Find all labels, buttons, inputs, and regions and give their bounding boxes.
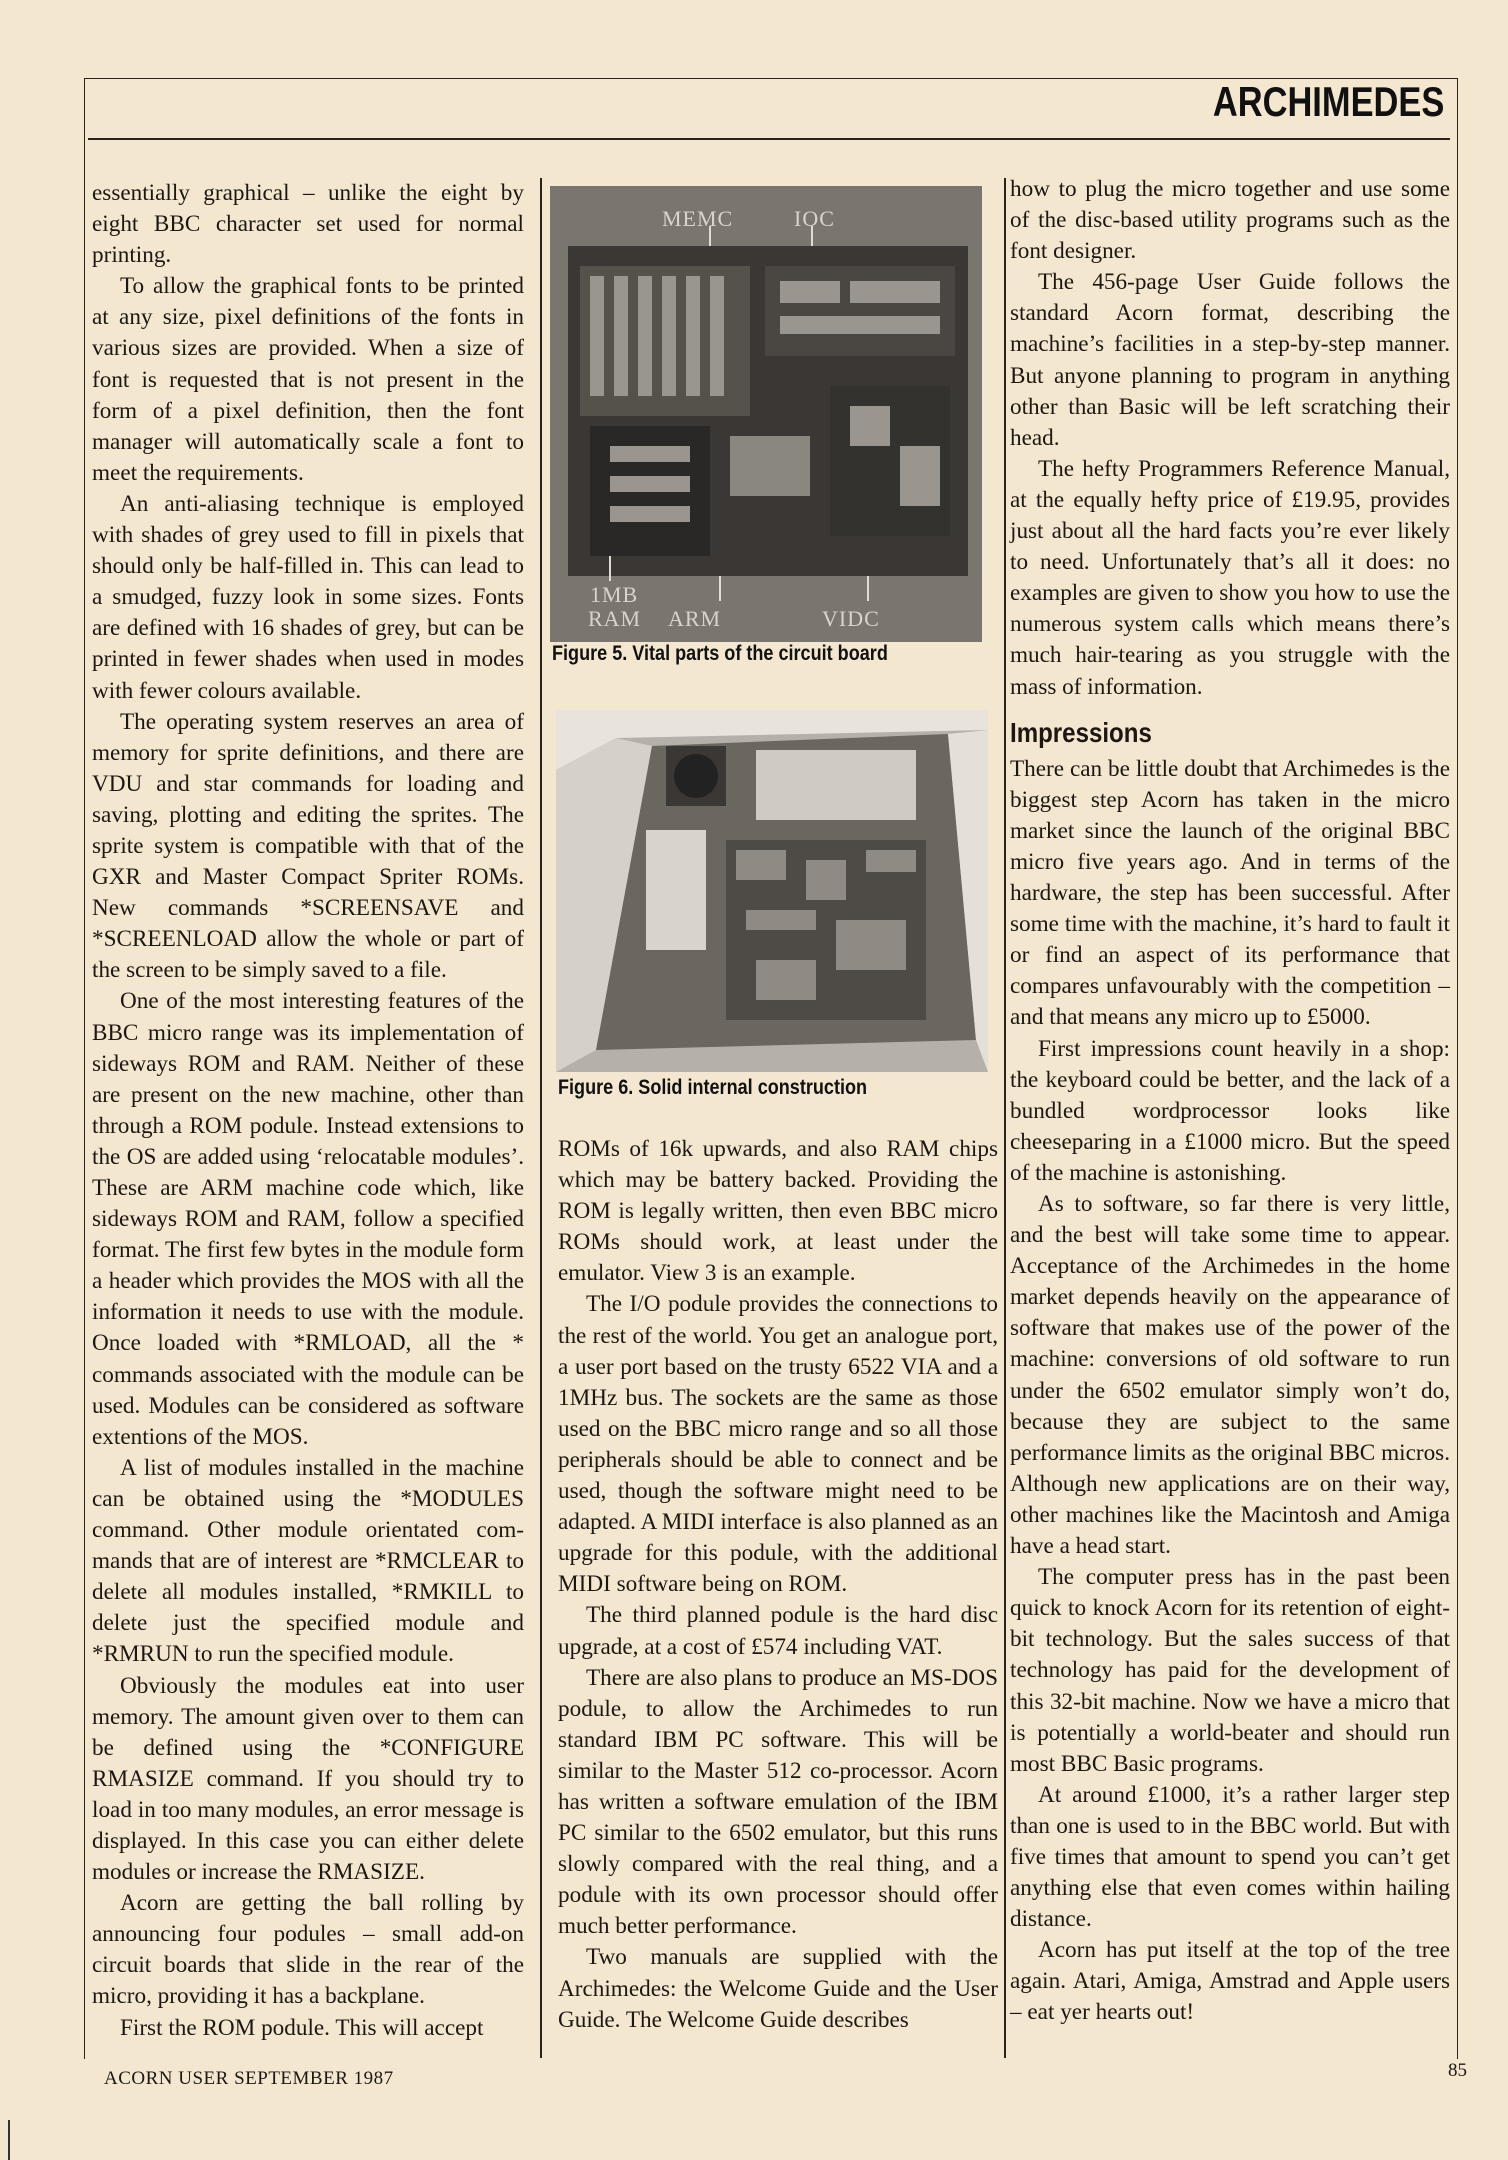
label-ioc: IOC	[794, 206, 835, 231]
header-rule	[88, 138, 1450, 140]
paragraph: Two manuals are supplied with the Archimedes: the Welcome Guide and the User Guide. The Welcome Guide describes	[558, 1944, 998, 2033]
section-title: ARCHIMEDES	[1212, 78, 1444, 125]
label-vidc: VIDC	[822, 606, 880, 631]
margin-mark	[8, 2120, 10, 2160]
paragraph: how to plug the micro together and use some of the disc-based utility programs such as the font designer.	[1010, 176, 1450, 265]
paragraph: Acorn has put itself at the top of the tree again. Atari, Amiga, Amstrad and Apple users – eat yer hearts out!	[1010, 1937, 1450, 2026]
paragraph: An anti-aliasing technique is employed with shades of grey used to fill in pixels that should only be half-filled in. This can lead to a smudged, fuzzy look in some sizes. Fonts are defined with 16 shades of grey, but can be printed in fewer shades when used in modes with fewer colours available.	[92, 490, 524, 704]
paragraph: As to software, so far there is very little, and the best will take some time to appear. Acceptance of the Archimedes in the home market depends heavily on the appearance of software that makes use of the power of the machine: conversions of old software to run under the 6502 emulator simply won’t do, because they are subject to the same performance limits as the original BBC micros. Although new applications are on their way, other machines like the Macintosh and Amiga have a head start.	[1010, 1191, 1450, 1560]
figure-5-caption: Figure 5. Vital parts of the circuit board	[552, 642, 888, 665]
paragraph: First the ROM podule. This will accept	[120, 2014, 484, 2041]
paragraph: At around £1000, it’s a rather larger step than one is used to in the BBC world. But with five times that amount to spend you can’t get anything else that even comes within hailing distance.	[1010, 1781, 1450, 1933]
publication-footer: ACORN USER SEPTEMBER 1987	[104, 2068, 394, 2089]
label-1mb: 1MB	[590, 582, 639, 607]
page-number: 85	[1448, 2060, 1467, 2081]
label-memc: MEMC	[662, 206, 734, 231]
column-rule	[540, 178, 542, 2058]
column-2	[558, 1134, 998, 2036]
impressions-heading: Impressions	[1010, 716, 1152, 748]
paragraph: The 456-page User Guide follows the standard Acorn format, describing the machine’s facilities in a step-by-step manner. But anyone planning to program in anything other than Basic will be left scratching their head.	[1010, 269, 1450, 451]
column-rule	[1004, 178, 1006, 2058]
paragraph: First impressions count heavily in a shop: the keyboard could be better, and the lack of a bundled wordprocessor looks like cheeseparing in a £1000 micro. But the speed of the machine is astonishing.	[1010, 1035, 1450, 1186]
paragraph: Obviously the modules eat into user memory. The amount given over to them can be defined using the *CONFIGURE RMASIZE command. If you should try to load in too many modules, an error message is displayed. In this case you can either delete modules or increase the RMASIZE.	[92, 1672, 524, 1886]
paragraph: The computer press has in the past been quick to knock Acorn for its retention of eight-bit technology. But the sales success of that technology has paid for the development of this 32-bit machine. Now we have a micro that is potentially a world-beater and should run most BBC Basic programs.	[1010, 1564, 1450, 1777]
paragraph: A list of modules installed in the machine can be obtained using the *MODULES command. Other module orientated commands that are of interest are *RMCLEAR to delete all modules installed, *RMKILL to delete just the specified module and *RMRUN to run the specified module.	[92, 1454, 524, 1668]
paragraph: One of the most interesting features of the BBC micro range was its implementation of sideways ROM and RAM. Neither of these are present on the new machine, other than through a ROM podule. Instead extensions to the OS are added using ‘relocatable modules’. These are ARM machine code which, like sideways ROM and RAM, follow a specified format. The first few bytes in the module form a header which provides the MOS with all the information it needs to use with the module. Once loaded with *RMLOAD, all the * commands associated with the module can be used. Modules can be considered as software extentions of the MOS.	[92, 988, 524, 1450]
figure-6-caption: Figure 6. Solid internal construction	[558, 1076, 868, 1099]
paragraph: Acorn are getting the ball rolling by announcing four podules – small add-on circuit boards that slide in the rear of the micro, providing it has a backplane.	[92, 1890, 524, 2010]
figure-6-photo	[556, 710, 988, 1072]
paragraph: ROMs of 16k upwards, and also RAM chips which may be battery backed. Providing the ROM is legally written, then even BBC micro ROMs should work, at least under the emulator. View 3 is an example.	[558, 1136, 998, 1287]
column-3	[1010, 174, 1450, 2029]
paragraph: The I/O podule provides the connections to the rest of the world. You get an analogue port, a user port based on the trusty 6522 VIA and a 1MHz bus. The sockets are the same as those used on the BBC micro range and so all those peripherals should be able to connect and be used, though the software might need to be adapted. A MIDI interface is also planned as an upgrade for this podule, with the additional MIDI software being on ROM.	[558, 1291, 998, 1598]
label-arm: ARM	[668, 606, 722, 631]
paragraph: essentially graphical – unlike the eight by eight BBC character set used for normal printing.	[92, 180, 524, 269]
paragraph: There can be little doubt that Archimedes is the biggest step Acorn has taken in the micro market since the launch of the original BBC micro five years ago. And in terms of the hardware, the step has been successful. After some time with the machine, it’s hard to fault it or find an aspect of its performance that compares unfavourably with the competition – and that means any micro up to £5000.	[1010, 755, 1450, 1031]
label-ram: RAM	[588, 606, 642, 631]
paragraph: To allow the graphical fonts to be printed at any size, pixel definitions of the fonts in various sizes are provided. When a size of font is requested that is not present in the form of a pixel definition, then the font manager will automatically scale a font to meet the requirements.	[92, 273, 524, 486]
figure-5-photo	[550, 186, 982, 642]
column-1	[92, 178, 524, 2044]
paragraph: The operating system reserves an area of memory for sprite definitions, and there are VDU and star commands for loading and saving, plotting and editing the sprites. The sprite system is compatible with that of the GXR and Master Compact Spriter ROMs. New commands *SCREENSAVE and *SCREENLOAD allow the whole or part of the screen to be simply saved to a file.	[92, 708, 524, 984]
paragraph: There are also plans to produce an MS-DOS podule, to allow the Archimedes to run standard IBM PC software. This will be similar to the Master 512 co-processor. Acorn has written a software emulation of the IBM PC similar to the 6502 emulator, but this runs slowly compared with the real thing, and a podule with its own processor should offer much better performance.	[558, 1664, 998, 1940]
internal-construction-image	[556, 710, 988, 1072]
paragraph: The hefty Programmers Reference Manual, at the equally hefty price of £19.95, provides just about all the hard facts you’re ever likely to need. Unfortunately that’s all it does: no examples are given to show you how to use the numerous system calls which means there’s much hair-tearing as you struggle with the mass of information.	[1010, 455, 1450, 700]
circuit-board-image	[550, 186, 982, 642]
paragraph: The third planned podule is the hard disc upgrade, at a cost of £574 including VAT.	[558, 1602, 998, 1660]
